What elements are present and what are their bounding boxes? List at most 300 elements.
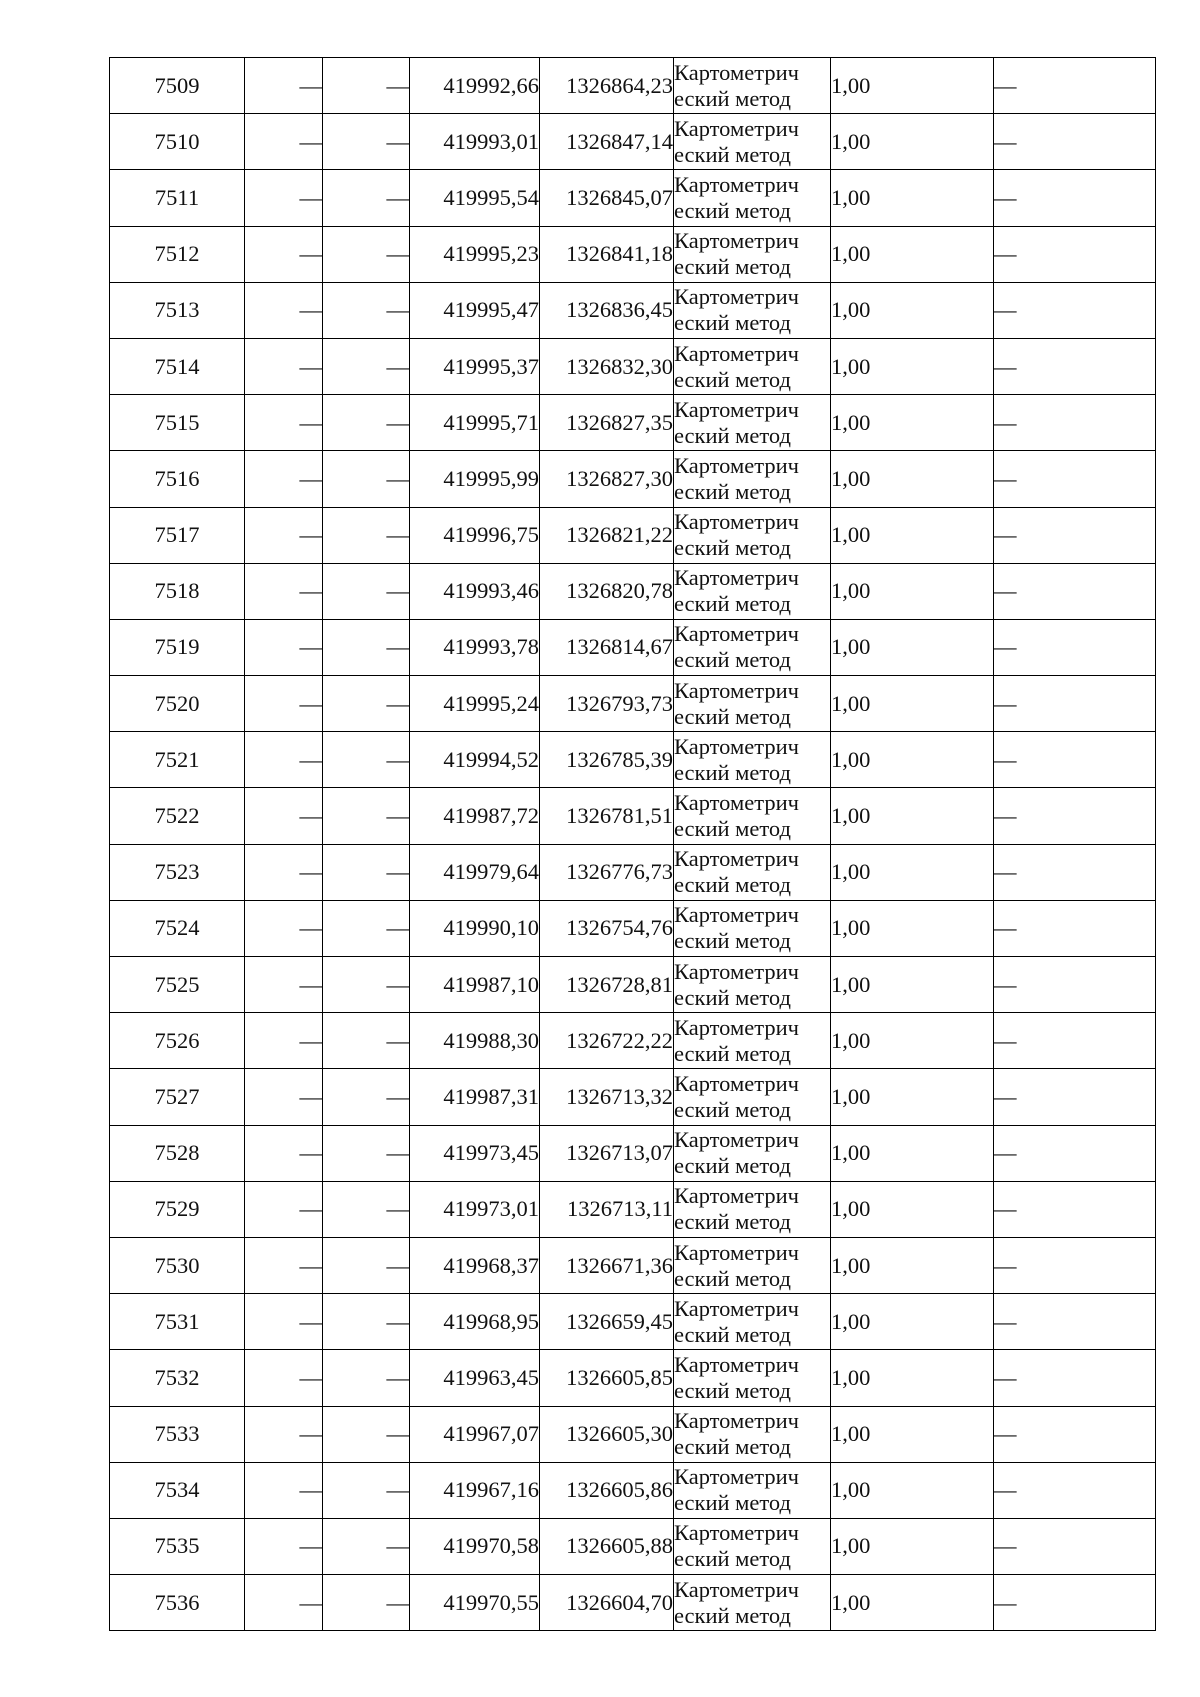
method-text-line-1: Картометрич (674, 59, 799, 85)
accuracy-cell: 1,00 (831, 732, 994, 788)
point-number-cell: 7513 (110, 282, 245, 338)
method-cell (674, 1575, 831, 1631)
empty-value-cell: — (245, 1462, 323, 1518)
point-number-cell: 7518 (110, 563, 245, 619)
accuracy-cell: 1,00 (831, 1125, 994, 1181)
method-text-line-1: Картометрич (674, 340, 799, 366)
method-text-line-2: еский метод (674, 1602, 791, 1628)
method-cell (674, 114, 831, 170)
method-cell (674, 1462, 831, 1518)
empty-value-cell: — (994, 957, 1156, 1013)
table-row (110, 507, 1156, 563)
accuracy-cell: 1,00 (831, 1350, 994, 1406)
x-coordinate-cell: 419995,99 (410, 451, 540, 507)
empty-value-cell: — (323, 226, 410, 282)
point-number-cell: 7517 (110, 507, 245, 563)
empty-value-cell: — (994, 226, 1156, 282)
method-cell (674, 170, 831, 226)
empty-value-cell: — (245, 957, 323, 1013)
y-coordinate-cell: 1326713,32 (540, 1069, 674, 1125)
accuracy-cell: 1,00 (831, 58, 994, 114)
table-row (110, 1069, 1156, 1125)
table-row (110, 58, 1156, 114)
accuracy-cell: 1,00 (831, 957, 994, 1013)
empty-value-cell: — (994, 170, 1156, 226)
empty-value-cell: — (323, 788, 410, 844)
empty-value-cell: — (245, 282, 323, 338)
point-number-cell: 7529 (110, 1181, 245, 1237)
empty-value-cell: — (323, 900, 410, 956)
accuracy-cell: 1,00 (831, 1406, 994, 1462)
empty-value-cell: — (323, 732, 410, 788)
method-text-line-2: еский метод (674, 1546, 791, 1572)
empty-value-cell: — (994, 395, 1156, 451)
empty-value-cell: — (245, 563, 323, 619)
method-text-line-2: еский метод (674, 816, 791, 842)
empty-value-cell: — (245, 451, 323, 507)
empty-value-cell: — (245, 114, 323, 170)
method-cell (674, 58, 831, 114)
method-text-line-2: еский метод (674, 254, 791, 280)
accuracy-cell: 1,00 (831, 282, 994, 338)
empty-value-cell: — (994, 1294, 1156, 1350)
empty-value-cell: — (994, 788, 1156, 844)
empty-value-cell: — (245, 1350, 323, 1406)
empty-value-cell: — (323, 58, 410, 114)
method-text-line-2: еский метод (674, 759, 791, 785)
accuracy-cell: 1,00 (831, 676, 994, 732)
empty-value-cell: — (994, 1350, 1156, 1406)
empty-value-cell: — (245, 1518, 323, 1574)
empty-value-cell: — (994, 451, 1156, 507)
method-text-line-2: еский метод (674, 422, 791, 448)
table-row (110, 114, 1156, 170)
empty-value-cell: — (245, 1013, 323, 1069)
empty-value-cell: — (245, 619, 323, 675)
accuracy-cell: 1,00 (831, 1181, 994, 1237)
x-coordinate-cell: 419963,45 (410, 1350, 540, 1406)
x-coordinate-cell: 419996,75 (410, 507, 540, 563)
table-row (110, 451, 1156, 507)
method-text-line-2: еский метод (674, 366, 791, 392)
x-coordinate-cell: 419995,71 (410, 395, 540, 451)
empty-value-cell: — (323, 676, 410, 732)
method-text-line-2: еский метод (674, 1265, 791, 1291)
accuracy-cell: 1,00 (831, 1294, 994, 1350)
point-number-cell: 7533 (110, 1406, 245, 1462)
y-coordinate-cell: 1326820,78 (540, 563, 674, 619)
method-text-line-2: еский метод (674, 1321, 791, 1347)
empty-value-cell: — (994, 1069, 1156, 1125)
y-coordinate-cell: 1326754,76 (540, 900, 674, 956)
point-number-cell: 7528 (110, 1125, 245, 1181)
empty-value-cell: — (323, 1462, 410, 1518)
empty-value-cell: — (323, 1237, 410, 1293)
method-text-line-1: Картометрич (674, 958, 799, 984)
empty-value-cell: — (994, 1518, 1156, 1574)
point-number-cell: 7511 (110, 170, 245, 226)
y-coordinate-cell: 1326841,18 (540, 226, 674, 282)
empty-value-cell: — (323, 619, 410, 675)
method-text-line-1: Картометрич (674, 396, 799, 422)
empty-value-cell: — (994, 619, 1156, 675)
empty-value-cell: — (994, 1406, 1156, 1462)
y-coordinate-cell: 1326604,70 (540, 1575, 674, 1631)
method-cell (674, 226, 831, 282)
y-coordinate-cell: 1326605,88 (540, 1518, 674, 1574)
empty-value-cell: — (323, 507, 410, 563)
x-coordinate-cell: 419994,52 (410, 732, 540, 788)
x-coordinate-cell: 419988,30 (410, 1013, 540, 1069)
method-text-line-2: еский метод (674, 478, 791, 504)
accuracy-cell: 1,00 (831, 900, 994, 956)
empty-value-cell: — (245, 226, 323, 282)
x-coordinate-cell: 419987,31 (410, 1069, 540, 1125)
method-text-line-1: Картометрич (674, 902, 799, 928)
accuracy-cell: 1,00 (831, 1237, 994, 1293)
y-coordinate-cell: 1326814,67 (540, 619, 674, 675)
x-coordinate-cell: 419970,58 (410, 1518, 540, 1574)
method-text-line-2: еский метод (674, 984, 791, 1010)
method-text-line-2: еский метод (674, 1209, 791, 1235)
table-row (110, 732, 1156, 788)
empty-value-cell: — (994, 732, 1156, 788)
method-text-line-2: еский метод (674, 85, 791, 111)
method-cell (674, 1181, 831, 1237)
table-row (110, 1181, 1156, 1237)
empty-value-cell: — (994, 1462, 1156, 1518)
method-cell (674, 676, 831, 732)
empty-value-cell: — (245, 732, 323, 788)
empty-value-cell: — (323, 1406, 410, 1462)
method-cell (674, 1350, 831, 1406)
table-row (110, 900, 1156, 956)
coordinates-table (109, 57, 1156, 1631)
method-cell (674, 338, 831, 394)
y-coordinate-cell: 1326659,45 (540, 1294, 674, 1350)
empty-value-cell: — (994, 114, 1156, 170)
method-cell (674, 788, 831, 844)
method-cell (674, 395, 831, 451)
empty-value-cell: — (994, 507, 1156, 563)
empty-value-cell: — (245, 1237, 323, 1293)
y-coordinate-cell: 1326827,30 (540, 451, 674, 507)
empty-value-cell: — (323, 1294, 410, 1350)
empty-value-cell: — (323, 844, 410, 900)
y-coordinate-cell: 1326821,22 (540, 507, 674, 563)
empty-value-cell: — (323, 1575, 410, 1631)
point-number-cell: 7522 (110, 788, 245, 844)
method-text-line-2: еский метод (674, 310, 791, 336)
accuracy-cell: 1,00 (831, 226, 994, 282)
y-coordinate-cell: 1326864,23 (540, 58, 674, 114)
method-cell (674, 1518, 831, 1574)
point-number-cell: 7536 (110, 1575, 245, 1631)
method-cell (674, 1069, 831, 1125)
empty-value-cell: — (245, 1294, 323, 1350)
y-coordinate-cell: 1326785,39 (540, 732, 674, 788)
x-coordinate-cell: 419968,95 (410, 1294, 540, 1350)
empty-value-cell: — (994, 1181, 1156, 1237)
method-cell (674, 844, 831, 900)
method-text-line-1: Картометрич (674, 621, 799, 647)
point-number-cell: 7532 (110, 1350, 245, 1406)
method-text-line-1: Картометрич (674, 228, 799, 254)
method-text-line-1: Картометрич (674, 1295, 799, 1321)
method-text-line-1: Картометрич (674, 677, 799, 703)
empty-value-cell: — (245, 58, 323, 114)
point-number-cell: 7523 (110, 844, 245, 900)
table-row (110, 226, 1156, 282)
method-text-line-1: Картометрич (674, 1014, 799, 1040)
empty-value-cell: — (994, 676, 1156, 732)
table-row (110, 1013, 1156, 1069)
x-coordinate-cell: 419990,10 (410, 900, 540, 956)
empty-value-cell: — (323, 1013, 410, 1069)
empty-value-cell: — (323, 563, 410, 619)
accuracy-cell: 1,00 (831, 788, 994, 844)
x-coordinate-cell: 419993,46 (410, 563, 540, 619)
empty-value-cell: — (994, 1013, 1156, 1069)
method-text-line-2: еский метод (674, 1434, 791, 1460)
method-cell (674, 1013, 831, 1069)
table-row (110, 844, 1156, 900)
point-number-cell: 7525 (110, 957, 245, 1013)
x-coordinate-cell: 419995,47 (410, 282, 540, 338)
point-number-cell: 7521 (110, 732, 245, 788)
method-text-line-1: Картометрич (674, 284, 799, 310)
empty-value-cell: — (245, 1181, 323, 1237)
point-number-cell: 7512 (110, 226, 245, 282)
empty-value-cell: — (245, 844, 323, 900)
y-coordinate-cell: 1326845,07 (540, 170, 674, 226)
y-coordinate-cell: 1326671,36 (540, 1237, 674, 1293)
point-number-cell: 7531 (110, 1294, 245, 1350)
method-cell (674, 732, 831, 788)
method-text-line-1: Картометрич (674, 1239, 799, 1265)
x-coordinate-cell: 419993,01 (410, 114, 540, 170)
accuracy-cell: 1,00 (831, 1462, 994, 1518)
method-text-line-2: еский метод (674, 591, 791, 617)
method-text-line-2: еский метод (674, 703, 791, 729)
point-number-cell: 7520 (110, 676, 245, 732)
method-text-line-2: еский метод (674, 1153, 791, 1179)
accuracy-cell: 1,00 (831, 114, 994, 170)
empty-value-cell: — (323, 1350, 410, 1406)
method-cell (674, 1294, 831, 1350)
y-coordinate-cell: 1326713,11 (540, 1181, 674, 1237)
method-cell (674, 1406, 831, 1462)
empty-value-cell: — (323, 1518, 410, 1574)
empty-value-cell: — (323, 395, 410, 451)
table-row (110, 1575, 1156, 1631)
y-coordinate-cell: 1326781,51 (540, 788, 674, 844)
empty-value-cell: — (994, 844, 1156, 900)
empty-value-cell: — (245, 395, 323, 451)
point-number-cell: 7527 (110, 1069, 245, 1125)
method-text-line-1: Картометрич (674, 1183, 799, 1209)
point-number-cell: 7530 (110, 1237, 245, 1293)
method-text-line-1: Картометрич (674, 1127, 799, 1153)
point-number-cell: 7534 (110, 1462, 245, 1518)
table-row (110, 1462, 1156, 1518)
x-coordinate-cell: 419995,24 (410, 676, 540, 732)
empty-value-cell: — (994, 563, 1156, 619)
method-cell (674, 1237, 831, 1293)
empty-value-cell: — (245, 788, 323, 844)
method-cell (674, 563, 831, 619)
x-coordinate-cell: 419987,72 (410, 788, 540, 844)
empty-value-cell: — (245, 1125, 323, 1181)
empty-value-cell: — (994, 282, 1156, 338)
method-cell (674, 282, 831, 338)
accuracy-cell: 1,00 (831, 563, 994, 619)
accuracy-cell: 1,00 (831, 1013, 994, 1069)
empty-value-cell: — (994, 900, 1156, 956)
method-text-line-1: Картометрич (674, 1408, 799, 1434)
y-coordinate-cell: 1326793,73 (540, 676, 674, 732)
empty-value-cell: — (245, 338, 323, 394)
table-row (110, 1294, 1156, 1350)
table-row (110, 1518, 1156, 1574)
empty-value-cell: — (323, 114, 410, 170)
empty-value-cell: — (994, 1237, 1156, 1293)
method-text-line-1: Картометрич (674, 509, 799, 535)
x-coordinate-cell: 419967,07 (410, 1406, 540, 1462)
accuracy-cell: 1,00 (831, 844, 994, 900)
y-coordinate-cell: 1326836,45 (540, 282, 674, 338)
method-text-line-1: Картометрич (674, 1520, 799, 1546)
method-text-line-2: еский метод (674, 1040, 791, 1066)
x-coordinate-cell: 419973,01 (410, 1181, 540, 1237)
table-row (110, 1125, 1156, 1181)
method-text-line-2: еский метод (674, 872, 791, 898)
point-number-cell: 7510 (110, 114, 245, 170)
empty-value-cell: — (323, 338, 410, 394)
empty-value-cell: — (245, 900, 323, 956)
empty-value-cell: — (245, 170, 323, 226)
empty-value-cell: — (994, 1125, 1156, 1181)
method-text-line-2: еский метод (674, 1096, 791, 1122)
method-cell (674, 957, 831, 1013)
method-text-line-1: Картометрич (674, 115, 799, 141)
y-coordinate-cell: 1326722,22 (540, 1013, 674, 1069)
y-coordinate-cell: 1326605,86 (540, 1462, 674, 1518)
accuracy-cell: 1,00 (831, 619, 994, 675)
x-coordinate-cell: 419968,37 (410, 1237, 540, 1293)
method-text-line-2: еский метод (674, 197, 791, 223)
x-coordinate-cell: 419992,66 (410, 58, 540, 114)
method-text-line-1: Картометрич (674, 790, 799, 816)
y-coordinate-cell: 1326605,85 (540, 1350, 674, 1406)
accuracy-cell: 1,00 (831, 1069, 994, 1125)
empty-value-cell: — (323, 282, 410, 338)
table-body (110, 58, 1156, 1631)
empty-value-cell: — (323, 170, 410, 226)
method-text-line-2: еский метод (674, 535, 791, 561)
table-row (110, 338, 1156, 394)
method-cell (674, 619, 831, 675)
empty-value-cell: — (323, 1069, 410, 1125)
y-coordinate-cell: 1326605,30 (540, 1406, 674, 1462)
method-text-line-1: Картометрич (674, 1576, 799, 1602)
x-coordinate-cell: 419987,10 (410, 957, 540, 1013)
x-coordinate-cell: 419970,55 (410, 1575, 540, 1631)
x-coordinate-cell: 419979,64 (410, 844, 540, 900)
table-row (110, 170, 1156, 226)
accuracy-cell: 1,00 (831, 1518, 994, 1574)
table-row (110, 282, 1156, 338)
method-text-line-1: Картометрич (674, 1351, 799, 1377)
empty-value-cell: — (994, 1575, 1156, 1631)
table-row (110, 957, 1156, 1013)
table-row (110, 619, 1156, 675)
method-cell (674, 507, 831, 563)
x-coordinate-cell: 419993,78 (410, 619, 540, 675)
method-text-line-1: Картометрич (674, 565, 799, 591)
method-text-line-2: еский метод (674, 1490, 791, 1516)
method-text-line-1: Картометрич (674, 846, 799, 872)
point-number-cell: 7526 (110, 1013, 245, 1069)
empty-value-cell: — (245, 676, 323, 732)
empty-value-cell: — (323, 451, 410, 507)
accuracy-cell: 1,00 (831, 395, 994, 451)
table-row (110, 788, 1156, 844)
method-text-line-2: еский метод (674, 928, 791, 954)
table-row (110, 395, 1156, 451)
x-coordinate-cell: 419995,37 (410, 338, 540, 394)
method-text-line-2: еский метод (674, 647, 791, 673)
point-number-cell: 7519 (110, 619, 245, 675)
empty-value-cell: — (323, 957, 410, 1013)
accuracy-cell: 1,00 (831, 507, 994, 563)
method-text-line-1: Картометрич (674, 1070, 799, 1096)
table-row (110, 1237, 1156, 1293)
empty-value-cell: — (245, 1406, 323, 1462)
point-number-cell: 7524 (110, 900, 245, 956)
point-number-cell: 7516 (110, 451, 245, 507)
accuracy-cell: 1,00 (831, 338, 994, 394)
empty-value-cell: — (323, 1181, 410, 1237)
table-row (110, 1350, 1156, 1406)
y-coordinate-cell: 1326713,07 (540, 1125, 674, 1181)
method-cell (674, 900, 831, 956)
x-coordinate-cell: 419995,54 (410, 170, 540, 226)
point-number-cell: 7514 (110, 338, 245, 394)
x-coordinate-cell: 419967,16 (410, 1462, 540, 1518)
y-coordinate-cell: 1326776,73 (540, 844, 674, 900)
method-text-line-1: Картометрич (674, 452, 799, 478)
y-coordinate-cell: 1326728,81 (540, 957, 674, 1013)
y-coordinate-cell: 1326847,14 (540, 114, 674, 170)
empty-value-cell: — (994, 338, 1156, 394)
method-cell (674, 1125, 831, 1181)
point-number-cell: 7515 (110, 395, 245, 451)
point-number-cell: 7535 (110, 1518, 245, 1574)
y-coordinate-cell: 1326832,30 (540, 338, 674, 394)
method-text-line-1: Картометрич (674, 1464, 799, 1490)
empty-value-cell: — (245, 507, 323, 563)
empty-value-cell: — (245, 1575, 323, 1631)
method-text-line-1: Картометрич (674, 733, 799, 759)
method-cell (674, 451, 831, 507)
method-text-line-1: Картометрич (674, 171, 799, 197)
method-text-line-2: еский метод (674, 1377, 791, 1403)
x-coordinate-cell: 419973,45 (410, 1125, 540, 1181)
accuracy-cell: 1,00 (831, 451, 994, 507)
point-number-cell: 7509 (110, 58, 245, 114)
table-row (110, 1406, 1156, 1462)
